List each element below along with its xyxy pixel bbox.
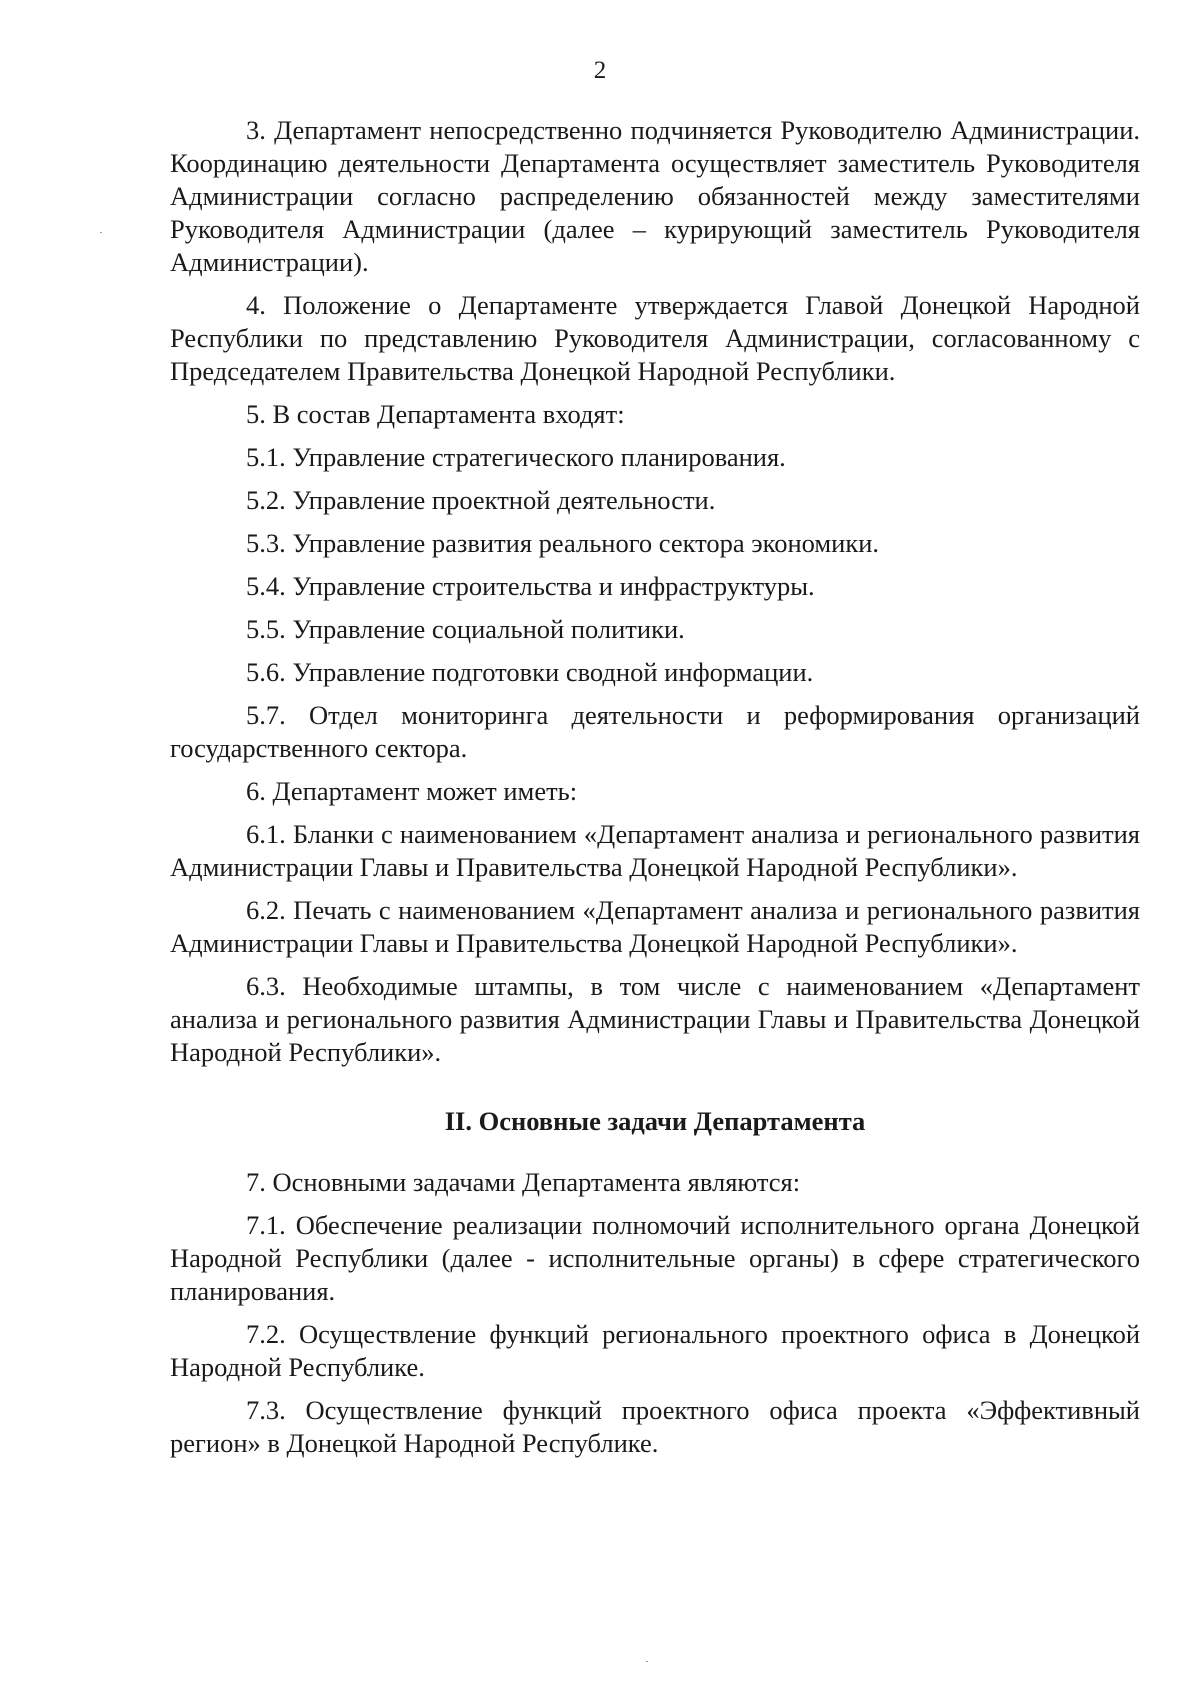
paragraph-5-2: 5.2. Управление проектной деятельности. — [246, 485, 716, 515]
paragraph-6-2: 6.2. Печать с наименованием «Департамент анализа и регионального развития Администрации Главы и Правительства Донецкой Народной Республики». — [170, 895, 1140, 958]
paragraph-7: 7. Основными задачами Департамента являются: — [246, 1167, 801, 1197]
paragraph-7-1: 7.1. Обеспечение реализации полномочий исполнительного органа Донецкой Народной Республики (далее - исполнительные органы) в сфере стратегического планирования. — [170, 1210, 1140, 1306]
paragraph-5-5: 5.5. Управление социальной политики. — [246, 614, 685, 644]
paragraph-6-3: 6.3. Необходимые штампы, в том числе с наименованием «Департамент анализа и регионального развития Администрации Главы и Правительства Донецкой Народной Республики». — [170, 971, 1140, 1067]
paragraph-5-1: 5.1. Управление стратегического планирования. — [246, 442, 786, 472]
paragraph-5-6: 5.6. Управление подготовки сводной информации. — [246, 657, 814, 687]
paragraph-5-7: 5.7. Отдел мониторинга деятельности и реформирования организаций государственного сектора. — [170, 700, 1140, 763]
paragraph-5: 5. В состав Департамента входят: — [246, 399, 625, 429]
paragraph-6-1: 6.1. Бланки с наименованием «Департамент анализа и регионального развития Администрации Главы и Правительства Донецкой Народной Республики». — [170, 819, 1140, 882]
document-body — [170, 114, 1140, 1460]
paragraph-3: 3. Департамент непосредственно подчиняется Руководителю Администрации. Координацию деятельности Департамента осуществляет заместитель Руководителя Администрации согласно распределению обязанностей между заместителями Руководителя Администрации (далее – курирующий заместитель Руководителя Администрации). — [170, 115, 1140, 277]
section-heading: II. Основные задачи Департамента — [444, 1106, 866, 1136]
paragraph-6: 6. Департамент может иметь: — [246, 776, 578, 806]
paragraph-5-3: 5.3. Управление развития реального сектора экономики. — [246, 528, 880, 558]
paragraph-4: 4. Положение о Департаменте утверждается Главой Донецкой Народной Республики по представлению Руководителя Администрации, согласованному с Председателем Правительства Донецкой Народной Республики. — [170, 290, 1140, 386]
paragraph-7-2: 7.2. Осуществление функций регионального проектного офиса в Донецкой Народной Республике. — [170, 1319, 1140, 1382]
paragraph-5-4: 5.4. Управление строительства и инфраструктуры. — [246, 571, 815, 601]
page-number: 2 — [593, 57, 607, 84]
scan-speck — [646, 1661, 648, 1662]
paragraph-7-3: 7.3. Осуществление функций проектного офиса проекта «Эффективный регион» в Донецкой Народной Республике. — [170, 1395, 1140, 1458]
scan-speck — [100, 232, 102, 233]
